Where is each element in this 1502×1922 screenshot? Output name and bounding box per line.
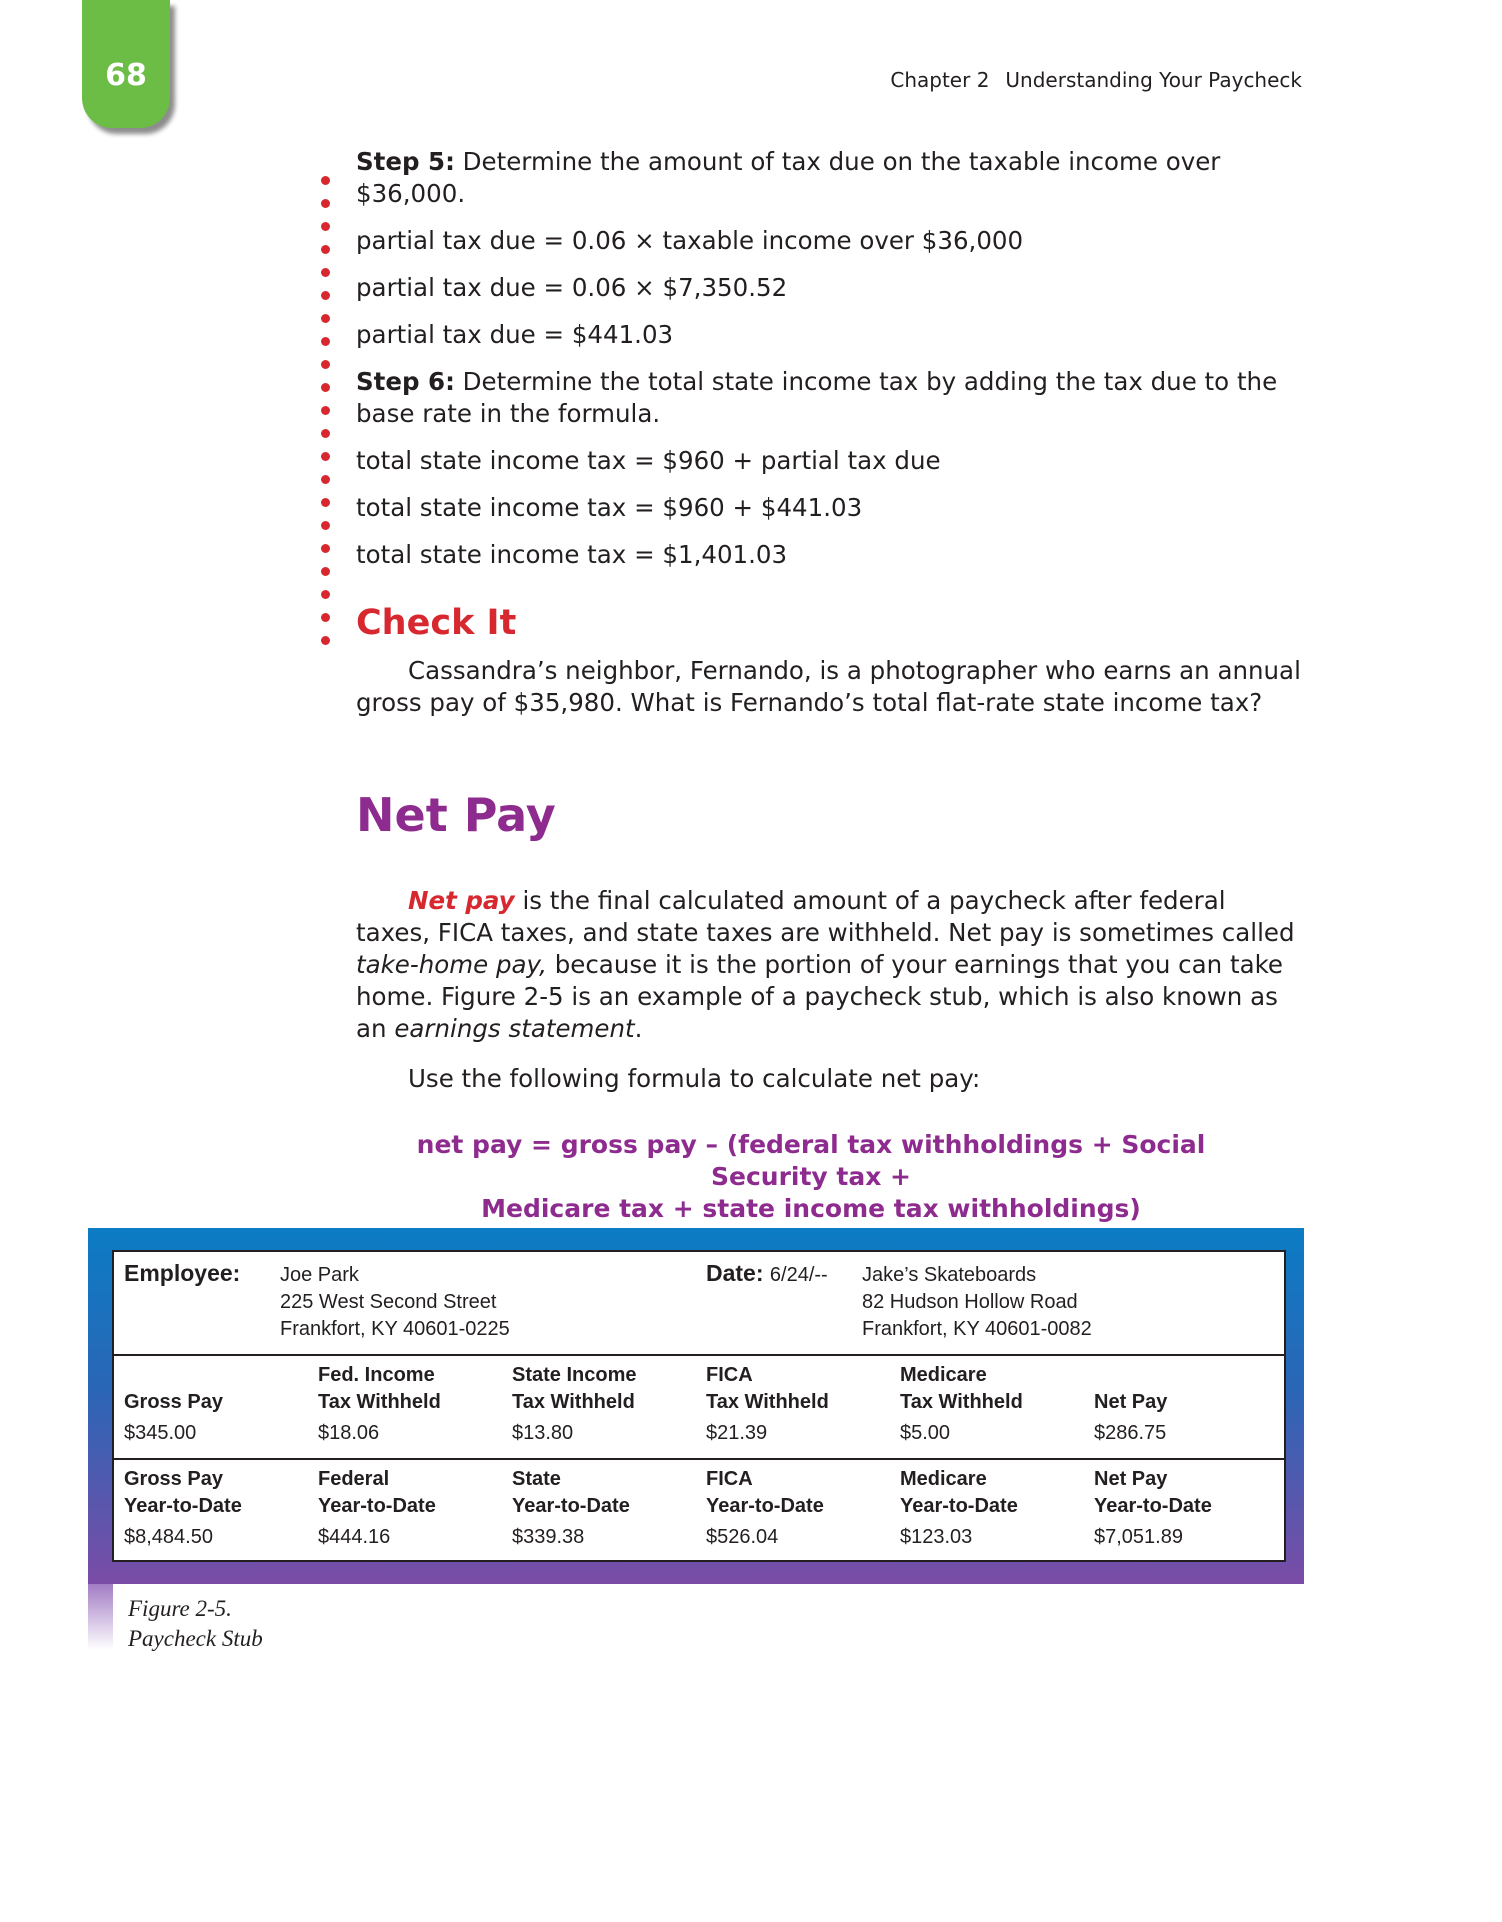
net-pay-paragraph — [356, 885, 1306, 1045]
ytd-col-header: Year-to-Date — [1094, 1495, 1212, 1517]
margin-dot — [321, 245, 330, 254]
step5-text: Determine the amount of tax due on the taxable income over $36,000. — [356, 147, 1221, 208]
net-pay-italic-term-2: earnings statement — [394, 1014, 635, 1043]
stub-ytd-section — [114, 1460, 1284, 1560]
margin-dot — [321, 337, 330, 346]
current-col-header: Tax Withheld — [318, 1391, 441, 1413]
net-pay-formula — [356, 1129, 1306, 1225]
employer-address-line: Frankfort, KY 40601-0082 — [862, 1318, 1092, 1340]
margin-dot — [321, 544, 330, 553]
employer-address-line: 82 Hudson Hollow Road — [862, 1291, 1078, 1313]
net-pay-title: Net Pay — [356, 788, 556, 842]
ytd-col-header: Year-to-Date — [512, 1495, 630, 1517]
ytd-col-header: Net Pay — [1094, 1468, 1168, 1490]
margin-dot — [321, 199, 330, 208]
step5-line: partial tax due = 0.06 × $7,350.52 — [356, 273, 788, 302]
check-it-title: Check It — [356, 603, 517, 643]
current-col-header: Medicare — [900, 1364, 987, 1386]
ytd-col-header: FICA — [706, 1468, 753, 1490]
margin-dot — [321, 429, 330, 438]
current-col-value: $286.75 — [1094, 1422, 1167, 1444]
ytd-col-value: $123.03 — [900, 1526, 973, 1548]
current-col-value: $5.00 — [900, 1422, 951, 1444]
formula-line: Medicare tax + state income tax withholdings) — [481, 1194, 1141, 1223]
net-pay-text-c: . — [634, 1014, 643, 1043]
figure-side-accent — [88, 1584, 113, 1650]
margin-dot — [321, 406, 330, 415]
ytd-col-value: $8,484.50 — [124, 1526, 213, 1548]
margin-dot — [321, 314, 330, 323]
current-col-header: Net Pay — [1094, 1391, 1168, 1413]
margin-dot — [321, 291, 330, 300]
step6-line: total state income tax = $960 + partial tax due — [356, 446, 941, 475]
margin-dot — [321, 613, 330, 622]
net-pay-italic-term: take-home pay, — [356, 950, 547, 979]
employee-name: Joe Park — [280, 1264, 359, 1286]
figure-caption — [128, 1594, 263, 1654]
margin-dot — [321, 383, 330, 392]
ytd-col-value: $526.04 — [706, 1526, 779, 1548]
formula-line: net pay = gross pay – (federal tax withholdings + Social Security tax + — [416, 1130, 1206, 1191]
ytd-col-header: Year-to-Date — [900, 1495, 1018, 1517]
main-content — [356, 146, 1306, 1225]
current-col-value: $18.06 — [318, 1422, 380, 1444]
page-number: 68 — [105, 58, 147, 93]
running-head — [890, 68, 1302, 92]
date-label: Date: — [706, 1260, 764, 1286]
ytd-col-header: Federal — [318, 1468, 390, 1490]
current-col-header: Tax Withheld — [900, 1391, 1023, 1413]
margin-dot — [321, 590, 330, 599]
check-it-text: Cassandra’s neighbor, Fernando, is a photographer who earns an annual gross pay of $35,980. What is Fernando’s total flat-rate state income tax? — [356, 656, 1301, 717]
margin-dot — [321, 636, 330, 645]
step6-label: Step 6: — [356, 367, 455, 396]
margin-dot — [321, 567, 330, 576]
current-col-value: $345.00 — [124, 1422, 197, 1444]
step6-line: total state income tax = $1,401.03 — [356, 540, 788, 569]
margin-dot — [321, 452, 330, 461]
figure-caption-label: Figure 2-5. — [128, 1596, 232, 1621]
ytd-col-header: Gross Pay — [124, 1468, 223, 1490]
ytd-col-value: $7,051.89 — [1094, 1526, 1183, 1548]
step5-heading — [356, 146, 1306, 210]
ytd-col-header: Year-to-Date — [124, 1495, 242, 1517]
page-number-tab — [82, 0, 170, 128]
net-pay-text-b: because it is the portion of your earnings that you can take home. Figure 2-5 is an example of a paycheck stub, which is also known as an — [356, 950, 1283, 1043]
step6-line: total state income tax = $960 + $441.03 — [356, 493, 863, 522]
chapter-label: Chapter 2 — [890, 68, 990, 92]
margin-dot — [321, 176, 330, 185]
current-col-header: State Income — [512, 1364, 637, 1386]
current-col-header: Tax Withheld — [706, 1391, 829, 1413]
employee-label: Employee: — [124, 1260, 241, 1286]
step5-line: partial tax due = 0.06 × taxable income over $36,000 — [356, 226, 1024, 255]
current-col-header: Gross Pay — [124, 1391, 223, 1413]
margin-dot — [321, 521, 330, 530]
date-field — [706, 1260, 828, 1289]
employee-address-line: Frankfort, KY 40601-0225 — [280, 1318, 510, 1340]
employee-address-line: 225 West Second Street — [280, 1291, 497, 1313]
current-col-header: FICA — [706, 1364, 753, 1386]
net-pay-keyword: Net pay — [408, 886, 515, 915]
margin-dot — [321, 222, 330, 231]
margin-dot — [321, 360, 330, 369]
ytd-col-value: $339.38 — [512, 1526, 585, 1548]
ytd-col-header: Year-to-Date — [706, 1495, 824, 1517]
net-pay-text-a: is the final calculated amount of a paycheck after federal taxes, FICA taxes, and state taxes are withheld. Net pay is sometimes called — [356, 886, 1295, 947]
ytd-col-header: State — [512, 1468, 561, 1490]
current-col-header: Fed. Income — [318, 1364, 435, 1386]
ytd-col-header: Medicare — [900, 1468, 987, 1490]
step6-text: Determine the total state income tax by adding the tax due to the base rate in the formula. — [356, 367, 1278, 428]
margin-dot — [321, 498, 330, 507]
chapter-title: Understanding Your Paycheck — [1005, 68, 1302, 92]
employer-name: Jake’s Skateboards — [862, 1264, 1037, 1286]
current-col-value: $13.80 — [512, 1422, 574, 1444]
margin-dot — [321, 268, 330, 277]
paycheck-stub — [112, 1250, 1286, 1562]
ytd-col-value: $444.16 — [318, 1526, 391, 1548]
date-value: 6/24/-- — [769, 1264, 828, 1286]
stub-address-section — [114, 1252, 1284, 1356]
step6-heading — [356, 366, 1306, 430]
step5-label: Step 5: — [356, 147, 455, 176]
stub-current-section — [114, 1356, 1284, 1460]
step5-line: partial tax due = $441.03 — [356, 320, 674, 349]
ytd-col-header: Year-to-Date — [318, 1495, 436, 1517]
margin-dot — [321, 475, 330, 484]
current-col-value: $21.39 — [706, 1422, 768, 1444]
current-col-header: Tax Withheld — [512, 1391, 635, 1413]
figure-caption-title: Paycheck Stub — [128, 1626, 263, 1651]
formula-intro: Use the following formula to calculate net pay: — [408, 1064, 981, 1093]
